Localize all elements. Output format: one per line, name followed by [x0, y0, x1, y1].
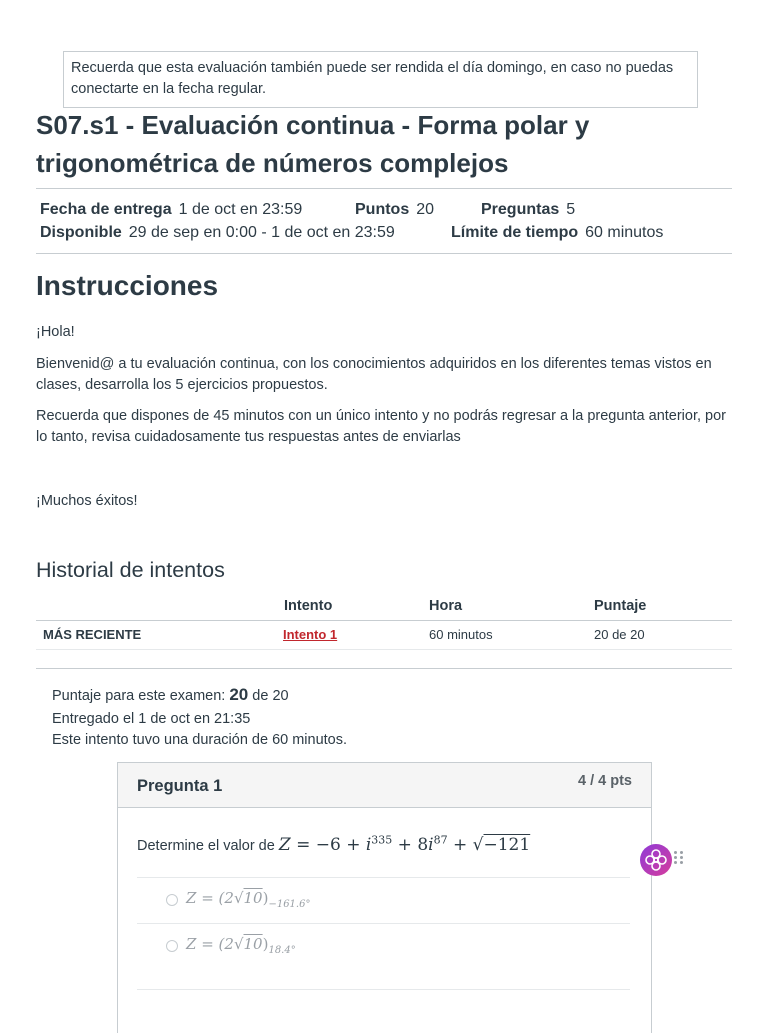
divider: [36, 253, 732, 254]
column-header-attempt: Intento: [284, 598, 333, 614]
points: Puntos 20: [355, 201, 435, 218]
time-limit: Límite de tiempo 60 minutos: [451, 224, 664, 241]
column-header-score: Puntaje: [594, 598, 647, 614]
answer-radio[interactable]: [166, 894, 178, 906]
questions-count: Preguntas 5: [481, 201, 576, 218]
divider: [36, 188, 732, 189]
instructions-heading: Instrucciones: [36, 270, 219, 301]
attempt-duration: Este intento tuvo una duración de 60 minutos.: [52, 732, 348, 748]
question-title: Pregunta 1: [137, 777, 223, 795]
answer-option: $Z = (2√10)_{-161.6^\circ}$: [186, 889, 311, 910]
question-card: [117, 762, 652, 1033]
question-points: 4 / 4 pts: [578, 773, 632, 789]
question-prompt: Determine el valor de $Z = -6 + i^{335} + 8i^{87} + √-121$: [137, 833, 531, 855]
attempt-time: 60 minutos: [429, 627, 493, 642]
question-header: [118, 763, 651, 808]
availability: Disponible 29 de sep en 0:00 - 1 de oct en 23:59: [40, 224, 395, 241]
row-label-most-recent: MÁS RECIENTE: [43, 627, 142, 642]
reminder-notice: Recuerda que esta evaluación también puede ser rendida el día domingo, en caso no puedas conectarte en la fecha regular.: [63, 51, 698, 108]
exam-score: Puntaje para este examen: 20 de 20: [52, 685, 289, 704]
instructions-greeting: ¡Hola!: [36, 324, 75, 340]
submitted-date: Entregado el 1 de oct en 21:35: [52, 711, 251, 727]
attempt-score: 20 de 20: [594, 627, 645, 642]
instructions-closing: ¡Muchos éxitos!: [36, 493, 138, 509]
table-divider: [36, 620, 732, 621]
page-title: S07.s1 - Evaluación continua - Forma polar y trigonométrica de números complejos: [36, 110, 590, 178]
instructions-paragraph: Recuerda que dispones de 45 minutos con un único intento y no podrás regresar a la pregunta anterior, por lo tanto, revisa cuidadosamente tus respuestas antes de enviarlas: [36, 408, 727, 445]
instructions-paragraph: Bienvenid@ a tu evaluación continua, con los conocimientos adquiridos en los diferentes temas vistos en clases, desarrolla los 5 ejercicios propuestos.: [36, 356, 712, 393]
column-header-time: Hora: [429, 598, 463, 614]
due-date: Fecha de entrega 1 de oct en 23:59: [40, 201, 303, 218]
attempt-link[interactable]: Intento 1: [283, 627, 338, 642]
option-divider: [137, 923, 630, 924]
table-divider: [36, 649, 732, 650]
option-divider: [137, 877, 630, 878]
answer-radio[interactable]: [166, 940, 178, 952]
divider: [36, 668, 732, 669]
option-divider: [137, 989, 630, 990]
drag-handle-icon[interactable]: [674, 851, 683, 866]
answer-option: $Z = (2√10)_{18.4^\circ}$: [186, 935, 296, 956]
question-expression: $Z = -6 + i^{335} + 8i^{87} + √-121$: [278, 833, 531, 855]
assistant-flower-icon[interactable]: [640, 844, 672, 876]
attempt-history-heading: Historial de intentos: [36, 558, 225, 582]
